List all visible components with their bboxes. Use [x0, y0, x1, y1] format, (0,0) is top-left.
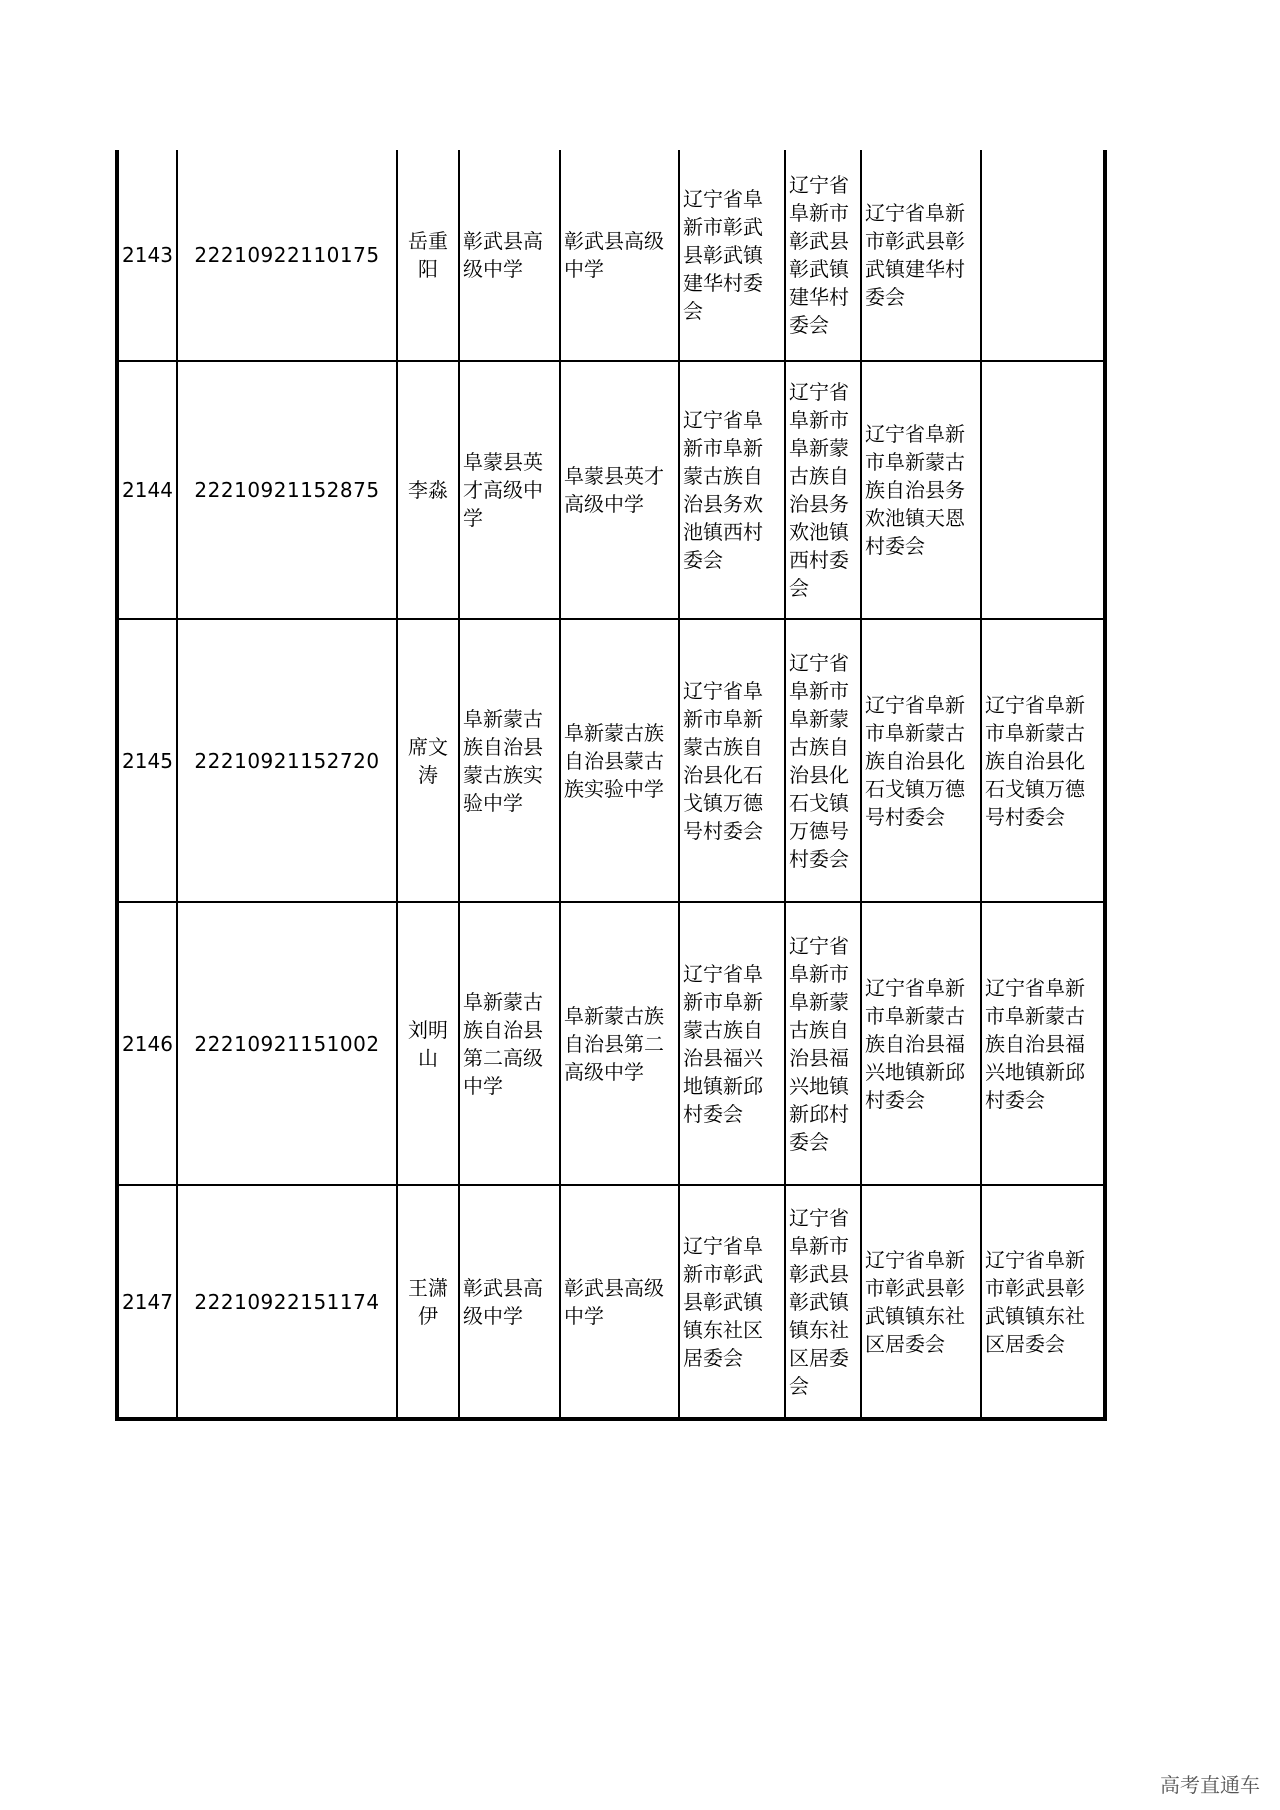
table-row [117, 150, 1109, 361]
address-cell-4 [981, 150, 1105, 361]
school-cell: 彰武县高级中学 [459, 1185, 560, 1419]
address-cell-3: 辽宁省阜新市阜新蒙古族自治县化石戈镇万德号村委会 [861, 619, 981, 902]
roster-table [115, 150, 1111, 1421]
name-cell: 刘明山 [397, 902, 459, 1185]
school-full-cell: 阜新蒙古族自治县蒙古族实验中学 [560, 619, 679, 902]
address-cell-2: 辽宁省阜新市彰武县彰武镇镇东社区居委会 [785, 1185, 861, 1419]
seq-cell: 2145 [117, 619, 177, 902]
school-cell: 阜新蒙古族自治县蒙古族实验中学 [459, 619, 560, 902]
address-cell-3: 辽宁省阜新市彰武县彰武镇建华村委会 [861, 150, 981, 361]
address-cell-4: 辽宁省阜新市阜新蒙古族自治县化石戈镇万德号村委会 [981, 619, 1105, 902]
candidate-id-cell: 22210922110175 [177, 150, 397, 361]
seq-cell: 2146 [117, 902, 177, 1185]
table-row [117, 902, 1109, 1185]
address-cell-1: 辽宁省阜新市彰武县彰武镇镇东社区居委会 [679, 1185, 785, 1419]
seq-cell: 2144 [117, 361, 177, 619]
table-row [117, 361, 1109, 619]
school-cell: 彰武县高级中学 [459, 150, 560, 361]
table-row [117, 619, 1109, 902]
address-cell-2: 辽宁省阜新市阜新蒙古族自治县务欢池镇西村委会 [785, 361, 861, 619]
school-full-cell: 彰武县高级中学 [560, 150, 679, 361]
name-cell: 岳重阳 [397, 150, 459, 361]
school-full-cell: 阜新蒙古族自治县第二高级中学 [560, 902, 679, 1185]
watermark-text: 高考直通车 [1160, 1773, 1260, 1797]
name-cell: 李淼 [397, 361, 459, 619]
school-cell: 阜蒙县英才高级中学 [459, 361, 560, 619]
address-cell-3: 辽宁省阜新市阜新蒙古族自治县务欢池镇天恩村委会 [861, 361, 981, 619]
candidate-id-cell: 22210922151174 [177, 1185, 397, 1419]
address-cell-1: 辽宁省阜新市阜新蒙古族自治县务欢池镇西村委会 [679, 361, 785, 619]
school-cell: 阜新蒙古族自治县第二高级中学 [459, 902, 560, 1185]
table-row [117, 1185, 1109, 1419]
address-cell-2: 辽宁省阜新市阜新蒙古族自治县福兴地镇新邱村委会 [785, 902, 861, 1185]
name-cell: 王潇伊 [397, 1185, 459, 1419]
candidate-id-cell: 22210921152720 [177, 619, 397, 902]
address-cell-1: 辽宁省阜新市阜新蒙古族自治县化石戈镇万德号村委会 [679, 619, 785, 902]
address-cell-3: 辽宁省阜新市彰武县彰武镇镇东社区居委会 [861, 1185, 981, 1419]
address-cell-4: 辽宁省阜新市彰武县彰武镇镇东社区居委会 [981, 1185, 1105, 1419]
seq-cell: 2143 [117, 150, 177, 361]
seq-cell: 2147 [117, 1185, 177, 1419]
address-cell-4: 辽宁省阜新市阜新蒙古族自治县福兴地镇新邱村委会 [981, 902, 1105, 1185]
address-cell-1: 辽宁省阜新市阜新蒙古族自治县福兴地镇新邱村委会 [679, 902, 785, 1185]
address-cell-2: 辽宁省阜新市阜新蒙古族自治县化石戈镇万德号村委会 [785, 619, 861, 902]
school-full-cell: 阜蒙县英才高级中学 [560, 361, 679, 619]
address-cell-4 [981, 361, 1105, 619]
candidate-id-cell: 22210921151002 [177, 902, 397, 1185]
address-cell-1: 辽宁省阜新市彰武县彰武镇建华村委会 [679, 150, 785, 361]
address-cell-3: 辽宁省阜新市阜新蒙古族自治县福兴地镇新邱村委会 [861, 902, 981, 1185]
school-full-cell: 彰武县高级中学 [560, 1185, 679, 1419]
name-cell: 席文涛 [397, 619, 459, 902]
address-cell-2: 辽宁省阜新市彰武县彰武镇建华村委会 [785, 150, 861, 361]
candidate-id-cell: 22210921152875 [177, 361, 397, 619]
